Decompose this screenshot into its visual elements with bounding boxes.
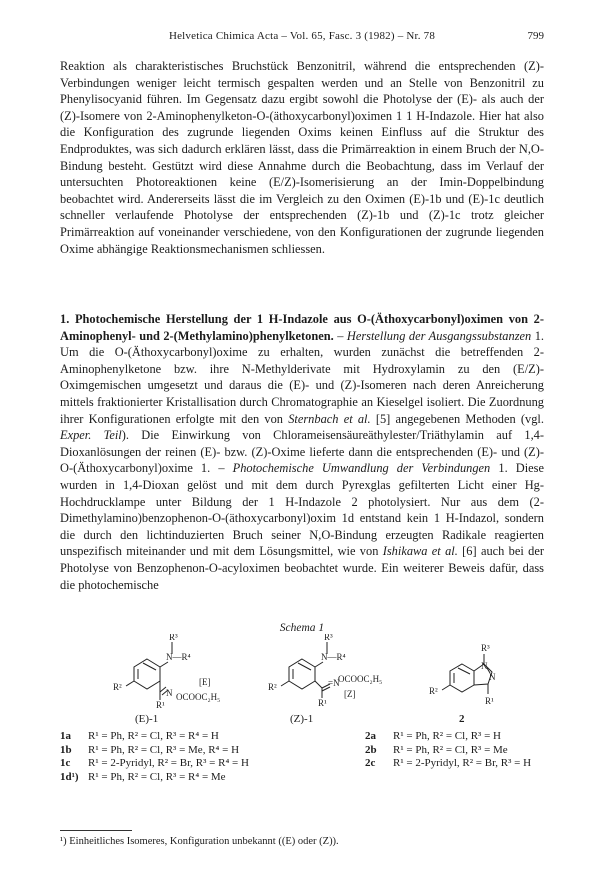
compound-id: 1c — [60, 757, 71, 770]
compound-row — [60, 771, 249, 785]
footnote: ¹) Einheitliches Isomeres, Konfiguration unbekannt ((E) oder (Z)). — [60, 836, 339, 847]
section-heading: 1. Photochemische Herstellung der 1 H-Indazole aus O-(Äthoxycarbonyl)oximen von 2-Aminophenyl- und 2-(Methylamino)phenylketonen. — [60, 312, 544, 343]
bond-R2-E — [126, 681, 134, 686]
label-R1-indazole: R¹ — [485, 696, 494, 706]
paragraph-continuation: Reaktion als charakteristisches Bruchstück Benzonitril, während die entsprechenden (Z)-Verbindungen weniger leicht termisch gespalten werden und an Stelle von Benzonitril zu Phenylisocyanid führen. Im Gegensatz dazu ergibt sowohl die Photolyse der (E)- als auch der (Z)-Isomere von 2-Aminophenylketon-O-(äthoxycarbonyl)oximen 1 1 H-Indazole. Hier hat also die Konfiguration des zugrunde liegenden Oxims keinen Einfluss auf die Struktur des Endproduktes, was sich dadurch erklären lässt, dass die Primärreaktion in einem Bruch der N,O-Bindung besteht. Gestützt wird diese Annahme durch die Beobachtung, dass im Verlauf der untersuchten Photoreaktionen keine (E/Z)-Isomerisierung an der Imin-Doppelbindung beobachtet wird. Andererseits lässt die im Vergleich zu den Oximen (E)-1b und (E)-1c deutlich schneller verlaufende Photolyse der entsprechenden (Z)-1b und (Z)-1c trotz gleicher Primärreaktion auf voneinander verschiedene, von den Konfigurationen der zugrunde liegenden Oxime abhängige Reaktionsmechanismen schliessen. — [60, 59, 544, 256]
section-text-2: [5] angegebenen Methoden (vgl. — [375, 411, 544, 426]
label-N1-indazole: N — [481, 661, 488, 671]
label-R3-E: R³ — [169, 634, 178, 642]
compound-id: 2c — [365, 757, 376, 770]
aromatic-bond-indazole — [458, 668, 470, 674]
compound-desc: R¹ = 2-Pyridyl, R² = Br, R³ = H — [393, 757, 532, 770]
label-N-eq-Z: =N — [328, 678, 340, 688]
bracket-label-Z: [Z] — [344, 689, 356, 699]
compound-list-2 — [365, 730, 531, 771]
label-R3-indazole: R³ — [481, 643, 490, 653]
running-header — [60, 30, 544, 44]
label-N-R4-E: N—R⁴ — [166, 652, 191, 662]
caption-indazole-2: 2 — [459, 713, 465, 725]
compound-id: 1a — [60, 730, 71, 742]
page-number: 799 — [527, 30, 544, 42]
bond-to-nitrogen-Z — [315, 662, 323, 667]
exper-reference: Exper. Teil — [60, 428, 122, 443]
journal-citation: Helvetica Chimica Acta – Vol. 65, Fasc. 3 (1982) – Nr. 78 — [168, 30, 436, 42]
bond-R2-indazole — [442, 685, 450, 690]
footnote-rule — [60, 830, 132, 831]
caption-Z-1: (Z)-1 — [290, 713, 314, 725]
caption-E-1: (E)-1 — [135, 713, 159, 725]
compound-row — [365, 730, 531, 744]
compound-id: 2b — [365, 743, 377, 756]
section-text-5: [6] auch bei der Photolyse von Benzophenon-O-acyloximen beobachtet wurde. Ein weiterer Beweis dafür, dass die photochemische — [60, 544, 544, 592]
compound-list-1 — [60, 730, 249, 784]
subheading-photochemical-conversion: Photochemische Umwandlung der Verbindungen — [232, 461, 491, 476]
label-R2-E: R² — [113, 682, 122, 692]
compound-desc: R¹ = 2-Pyridyl, R² = Br, R³ = R⁴ = H — [88, 757, 249, 770]
section-text-1: 1. Um die O-(Äthoxycarbonyl)oxime zu erhalten, wurden zunächst die betreffenden 2-Aminophenylketone bzw. ihre N-Methylderivate mit Hydroxylamin zu den (E/Z)-Oximgemischen umgesetzt und daraus die (E)- und (Z)-Isomeren nach deren Anreicherung mittels fraktionierter Kristallisation durch Chromatographie an Kieselgel isoliert. Die Zuordnung ihrer Konfigurationen erfolgte mit den von — [60, 328, 544, 426]
compound-row — [365, 744, 531, 758]
section-text-3: ). Die Einwirkung von Chlorameisensäureäthylester/Triäthylamin auf 1,4-Dioxanlösungen der reinen (E)- bzw. (Z)-Oxime lieferte dann die entsprechenden (E)- und (Z)-O-(Äthoxycarbonyl)oxime 1. — [60, 428, 544, 476]
label-N-E: N — [166, 688, 173, 698]
label-R2-indazole: R² — [429, 686, 438, 696]
subheading-starting-materials: Herstellung der Ausgangssubstanzen — [346, 328, 532, 343]
bond-to-nitrogen-E — [160, 662, 168, 667]
structure-indazole-2 — [442, 654, 492, 694]
compound-row — [60, 757, 249, 771]
bond-R2-Z — [281, 681, 289, 686]
label-ester-E: OCOOC₂H₅ — [176, 692, 221, 702]
compound-row — [60, 730, 249, 744]
compound-id: 1b — [60, 743, 72, 756]
compound-desc: R¹ = Ph, R² = Cl, R³ = Me, R⁴ = H — [88, 743, 240, 756]
compound-desc: R¹ = Ph, R² = Cl, R³ = R⁴ = Me — [88, 770, 226, 783]
compound-row — [60, 744, 249, 758]
label-N2-indazole: N — [489, 672, 496, 682]
aromatic-bond-E — [143, 663, 156, 670]
reference-ishikawa: Ishikawa et al. — [382, 544, 458, 559]
bracket-label-E: [E] — [199, 677, 211, 687]
label-R3-Z: R³ — [324, 634, 333, 642]
label-R1-E: R¹ — [156, 700, 165, 710]
scheme-title: Schema 1 — [279, 622, 325, 634]
label-R1-Z: R¹ — [318, 698, 327, 708]
reference-sternbach: Sternbach et al. — [288, 411, 371, 426]
compound-id: 1d¹) — [60, 770, 79, 783]
structure-Z-1 — [281, 642, 330, 698]
section-1: 1. Photochemische Herstellung der 1 H-Indazole aus O-(Äthoxycarbonyl)oximen von 2-Aminophenyl- und 2-(Methylamino)phenylketonen. – Herstellung der Ausgangssubstanzen 1. Um die O-(Äthoxycarbonyl)oxime zu erhalten, wurden zunächst die betreffenden 2-Aminophenylketone bzw. ihre N-Methylderivate mit Hydroxylamin zu den (E/Z)-Oximgemischen umgesetzt und daraus die (E)- und (Z)-Isomeren nach deren Anreicherung mittels fraktionierter Kristallisation durch Chromatographie an Kieselgel isoliert. Die Zuordnung ihrer Konfigurationen erfolgte mit den von Sternbach et al. [5] angegebenen Methoden (vgl. Exper. Teil). Die Einwirkung von Chlorameisensäureäthylester/Triäthylamin auf 1,4-Dioxanlösungen der reinen (E)- bzw. (Z)-Oxime lieferte dann die entsprechenden (E)- und (Z)-O-(Äthoxycarbonyl)oxime 1. – Photochemische Umwandlung der Verbindungen 1. Diese wurden in 1,4-Dioxan gelöst und mit dem durch Pyrexglas gefilterten Licht einer Hg-Hochdrucklampe unter Bildung der 1 H-Indazole 2 photolysiert. Nur aus dem (2-Dimethylamino)benzophenon-O-(äthoxycarbonyl)oxim 1d entstand kein 1 H-Indazol, sondern die durch den lichtinduzierten Bruch seiner N,O-Bindung erzeugten Radikale reagierten unspezifisch miteinander und mit dem Lösungsmittel, wie von Ishikawa et al. [6] auch bei der Photolyse von Benzophenon-O-acyloximen beobachtet wurde. Ein weiterer Beweis dafür, dass die photochemische — [60, 312, 544, 592]
compound-row — [365, 757, 531, 771]
label-R2-Z: R² — [268, 682, 277, 692]
reaction-scheme — [0, 634, 604, 714]
label-N-R4-Z: N—R⁴ — [321, 652, 346, 662]
bond-to-imine-carbon-Z — [315, 681, 322, 688]
compound-id: 2a — [365, 730, 376, 742]
compound-desc: R¹ = Ph, R² = Cl, R³ = H — [393, 730, 501, 742]
aromatic-bond-Z — [298, 663, 311, 670]
compound-desc: R¹ = Ph, R² = Cl, R³ = Me — [393, 743, 508, 756]
compound-desc: R¹ = Ph, R² = Cl, R³ = R⁴ = H — [88, 730, 219, 742]
section-text-4: 1. Diese wurden in 1,4-Dioxan gelöst und mit dem durch Pyrexglas gefilterten Licht einer Hg-Hochdrucklampe unter Bildung der 1 H-Indazole 2 photolysiert. Nur aus dem (2-Dimethylamino)benzophenon-O-(äthoxycarbonyl)oxim 1d entstand kein 1 H-Indazol, sondern die durch den lichtinduzierten Bruch seiner N,O-Bindung erzeugten Radikale reagierten unspezifisch miteinander und mit dem Lösungsmittel, wie von — [60, 461, 544, 559]
label-ester-Z: OCOOC₂H₅ — [338, 674, 383, 684]
